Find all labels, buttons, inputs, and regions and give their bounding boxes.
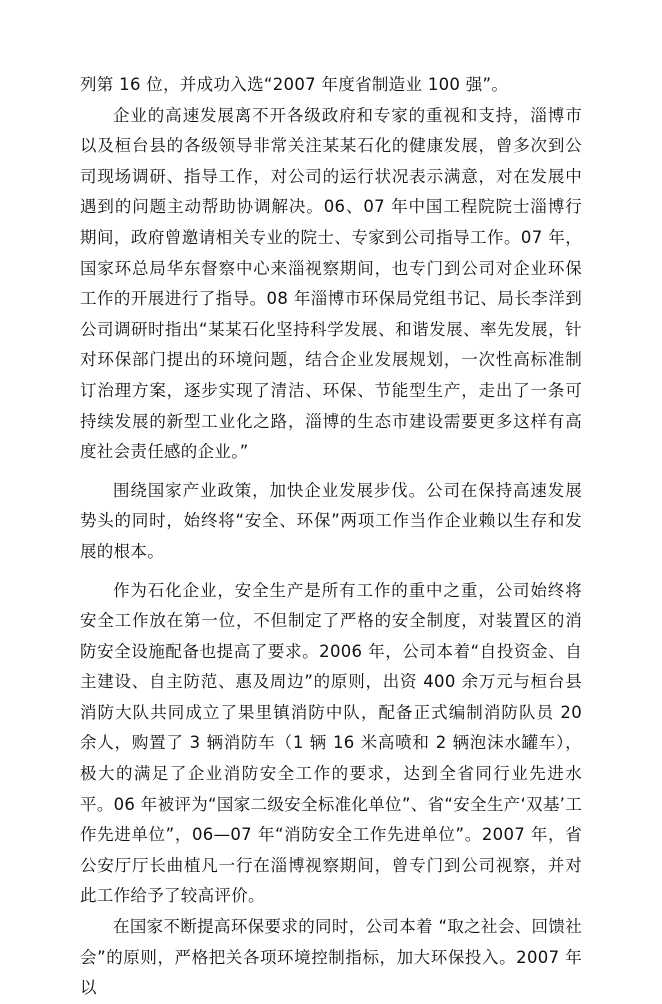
document-body — [80, 70, 582, 1004]
paragraph-environmental-protection: 在国家不断提高环保要求的同时，公司本着 “取之社会、回馈社会”的原则，严格把关各项环境控制指标，加大环保投入。2007 年以 — [80, 917, 582, 998]
paragraph-industry-policy: 围绕国家产业政策，加快企业发展步伐。公司在保持高速发展势头的同时，始终将“安全、环保”两项工作当作企业赖以生存和发展的根本。 — [80, 480, 582, 561]
paragraph-safety-production: 作为石化企业，安全生产是所有工作的重中之重，公司始终将安全工作放在第一位，不但制定了严格的安全制度，对装置区的消防安全设施配备也提高了要求。2006 年，公司本着“自投资金、自主建设、自主防范、惠及周边”的原则，出资 400 余万元与桓台县消防大队共同成立了果里镇消防中队，配备正式编制消防队员 20 余人，购置了 3 辆消防车（1 辆 16 米高喷和 2 辆泡沫水罐车），极大的满足了企业消防安全工作的要求，达到全省同行业先进水平。06 年被评为“国家二级安全标准化单位”、省“安全生产‘双基’工作先进单位”，06—07 年“消防安全工作先进单位”。2007 年，省公安厅厅长曲植凡一行在淄博视察期间，曾专门到公司视察，并对此工作给予了较高评价。 — [80, 580, 582, 906]
paragraph-government-support: 企业的高速发展离不开各级政府和专家的重视和支持，淄博市以及桓台县的各级领导非常关注某某石化的健康发展，曾多次到公司现场调研、指导工作，对公司的运行状况表示满意，对在发展中遇到的问题主动帮助协调解决。06、07 年中国工程院院士淄博行期间，政府曾邀请相关专业的院士、专家到公司指导工作。07 年，国家环总局华东督察中心来淄视察期间，也专门到公司对企业环保工作的开展进行了指导。08 年淄博市环保局党组书记、局长李洋到公司调研时指出“某某石化坚持科学发展、和谐发展、率先发展，针对环保部门提出的环境问题，结合企业发展规划，一次性高标准制订治理方案，逐步实现了清洁、环保、节能型生产，走出了一条可持续发展的新型工业化之路，淄博的生态市建设需要更多这样有高度社会责任感的企业。” — [80, 105, 582, 462]
paragraph-continuation: 列第 16 位，并成功入选“2007 年度省制造业 100 强”。 — [80, 75, 509, 94]
